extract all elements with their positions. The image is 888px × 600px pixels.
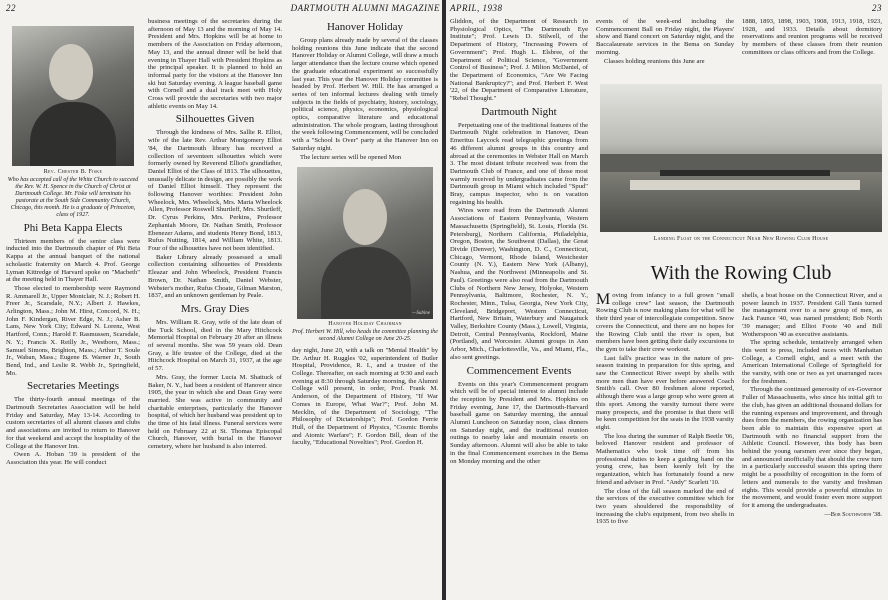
phi-beta-paragraph: Those elected to membership were Raymond R. Ammarell Jr., Upper Montclair, N. J.; Robert H. Freer Jr., Scarsdale, N.Y.; Albert J. Hawkes, Arlington, Mass.; John M. Hirst, Concord, N. H.; John F. Kindergan, River Edge, N. J.; Asher B. Lans, New York City; Edward N. Lorenz, West Hartford, Conn.; Harold F. Rasmussen, Scarsdale, N. Y.; Francis X. Reilly Jr., Westboro, Mass.; Samuel Simons, Brighton, Mass.; Arthur T. Soule Jr., Waban, Mass.; Eugene B. Warner Jr., South Bend, Ind., and Leslie R. Webb Jr., Springfield, Mo.: [6, 284, 140, 377]
secretaries-heading: Secretaries Meetings: [27, 380, 119, 393]
portrait-caption: Who has accepted call of the White Church to succeed the Rev. W. H. Spence in the Church of Christ at Dartmouth College. Mr. Fiske will terminate his pastorate at the South Side Community Church, Chicago, this month. He is a graduate of Princeton, class of 1927.: [7, 176, 139, 218]
photo-credit: —Sabine: [411, 310, 430, 316]
holiday-lectures-continued: Gliddon, of the Department of Research in Physiological Optics, "The Dartmouth Eye Institute"; Prof. Lewis D. Stilwell, of the Department of History, "Increasing Powers of Government"; Prof. Hugh L. Elsbree, of the Department of Political Science, "Government Control of Business"; Prof. J. Milton McDaniel, of the Department of Economics, "Are We Facing National Bankruptcy?"; and Prof. Herbert F. West '22, of the Department of Comparative Literature, "Rebel Thought.": [450, 18, 588, 103]
rowing-paragraph-1-text: oving from infancy to a full grown "small college crew" last season, the Dartmouth Rowing Club is now making plans for what will be their third year of intercollegiate competition. Snow covers the Connecticut, and there are no hopes for the Rowing Club until the river is open, but members have been getting their daily excursions to the gym to take their crew workout.: [596, 292, 734, 353]
phi-beta-heading: Phi Beta Kappa Elects: [23, 221, 123, 234]
night-paragraph: Wires were read from the Dartmouth Alumni Associations of Eastern Pennsylvania, Western Massachusetts (Springfield), St. Louis, Florida (St. Petersburg), Northern California, Philadelphia, Oregon, Boston, the Southwest (Dallas), the Great Divide (Denver), Washington, D. C., Connecticut, Chicago, Vermont, Rhode Island, Westchester County (N. Y.), Eastern New York (Albany), Nashua, and the Northwest (Minneapolis and St. Paul). Greetings were also read from the Dartmouth Clubs of Northern New Jersey, Holyoke, Western Pennsylvania, Baltimore, Rochester, N. Y., Rochester, Minn., Tulsa, Georgia, New York City, Cleveland, Bridgeport, Western Connecticut, Hartford, New Britain, Waterbury and Naugatuck Valley, Berkshire County (Mass.), Lowell, Virginia, Detroit, Central Pennsylvania, Rockford, Maine (Portland), and Worcester. Alumni groups in Ann Arbor, Mich., Charlottesville, Va., and Miami, Fla., also sent greetings.: [450, 207, 588, 361]
left-column-1: [6, 18, 140, 598]
portrait-shoulders-shape: [30, 102, 116, 166]
rowing-column-a: [596, 292, 734, 598]
rowing-column-b: [742, 292, 882, 598]
silhouettes-paragraph: Through the kindness of Mrs. Sallie R. Elliot, wife of the late Rev. Arthur Montgomery Elliot '84, the Dartmouth library has received a collection of seventeen silhouettes which were formerly owned by Reverend Elliot's grandfather, Daniel Elliot of the Class of 1813. The silhouettes, unusually delicate in design, are possibly the work of Daniel Elliot himself. They represent the following Hanover worthies: President John Wheelock, Mrs. Wheelock, Mrs. Maria Wheelock Allen, Professor Roswell Shurtleff, Mrs. Shurtleff, Dr. Cyrus Perkins, Mrs. Perkins, Professor Zephaniah Moore, Dr. Nathan Smith, Professor Ebenezer Adams, and students Henry Bond, 1813, Rufus Nutting, 1814, and William White, 1813. Four of the silhouettes have not been identified.: [148, 129, 282, 252]
rowing-signature: —Bob Southworth '38.: [824, 510, 882, 518]
secretaries-continued: business meetings of the secretaries during the afternoon of May 13 and the morning of May 14. President and Mrs. Hopkins will be at home to members of the Association on Friday afternoon, May 13, and the annual dinner will be held that evening in Thayer Hall with President Hopkins as the principal speaker. It is planned to hold an informal party for the visitors at the Hanover Inn ski hut Saturday evening. A league baseball game with Cornell and a dual track meet with Holy Cross will provide the secretaries with two major athletic events on May 14.: [148, 18, 282, 110]
rowing-paragraph-1: [596, 292, 734, 354]
portrait-face-shape: [49, 44, 93, 100]
portrait-photo: [12, 26, 134, 166]
right-column-3-top: [742, 18, 882, 82]
rowing-paragraph: Last fall's practice was in the nature of pre-season training in preparation for this spring, and saw the Connecticut River swept by shells with more men than have ever before answered Coach Smith's call. Over 80 freshmen alone reported, although there was a large group who were green at this sport. Among the varsity turnout there were many prospects, and the promise is that there will be keen competition for the seats in the 1938 varsity eight.: [596, 354, 734, 431]
commencement-heading: Commencement Events: [466, 364, 572, 377]
gray-heading: Mrs. Gray Dies: [180, 302, 250, 315]
right-column-1: [450, 18, 588, 598]
landing-float-photo: [600, 84, 882, 232]
holiday-paragraph: The lecture series will be opened Mon: [300, 153, 402, 161]
silhouettes-paragraph: Baker Library already possessed a small collection containing silhouettes of Presidents Eleazar and John Wheelock, President Francis Brown, Dr. Nathan Smith, Daniel Webster, Webster's mother, Rufus Choate, Gilman Marston, 1837, and an unknown gentleman by Peale.: [148, 253, 282, 300]
rowing-dropcap: M: [596, 292, 611, 308]
rowing-heading: With the Rowing Club: [650, 262, 832, 284]
hill-shoulders-shape: [321, 247, 411, 319]
page-number-left: 22: [6, 3, 16, 13]
hill-name: Hanover Holiday Chairman: [328, 321, 402, 328]
gray-paragraph: Mrs. Gray, the former Lucia M. Shattuck of Baker, N. Y., had been a resident of Hanover since 1905, the year in which she and Dean Gray were married. She was active in community and charitable enterprises, particularly the Hanover hospital, of which her husband was president up to the time of his fatal illness. Funeral services were held on February 22 at St. Thomas Episcopal Church, Hanover, with burial in the Hanover cemetery, where her husband is also interred.: [148, 373, 282, 451]
silhouettes-heading: Silhouettes Given: [175, 113, 255, 126]
page-number-right: 23: [872, 3, 882, 13]
rowing-paragraph: The spring schedule, tentatively arranged when this went to press, included races with Manhattan College, a Cornell eight, and a meet with the American International College of Springfield for the varsity, with one or two as yet unarranged races for the freshmen.: [742, 339, 882, 385]
rowing-continued: shells, a boat house on the Connecticut River, and a power launch in 1937. President Gill Tanis turned the management over to a new group of men, as Jack Faunce '40, was named president; Bob North '39 manager; and Elliot Foote '40 and Bill Wotherspoon '40 as executive assistants.: [742, 292, 882, 338]
left-column-3: [292, 18, 438, 598]
hill-face-shape: [343, 189, 387, 245]
float-platform-shape: [630, 180, 860, 190]
holiday-paragraph: Group plans already made by several of the classes holding reunions this June indicate that the second Hanover Holiday or Alumni College, will draw a much larger attendance than the lecture course which opened the graduate educational experiment so successfully last year. This year the Hanover Holiday committee is headed by Prof. Herbert W. Hill. He has arranged a series of ten informal lectures dealing with timely subjects in the fields of psychiatry, history, sociology, political science, physics, economics, physiological optics, comparative literature and educational administration. The whole program, lasting throughout the week following Commencement, will be concluded with a "School Is Over" party at the Hanover Inn on Saturday night.: [292, 37, 438, 152]
commencement-paragraph: Events on this year's Commencement program which will be of special interest to alumni include the reception by President and Mrs. Hopkins on Friday evening, June 17, the Dartmouth-Harvard baseball game on Saturday morning, the annual Alumni Luncheon on Saturday noon, class dinners on Saturday night, and the traditional reunion outings to nearby lake and mountain resorts on Sunday afternoon. Alumni will also be able to take in the final Commencement exercises in the Bema on Monday morning and the other: [450, 380, 588, 465]
holiday-heading: Hanover Holiday: [326, 21, 404, 33]
rowing-paragraph: The loss during the summer of Ralph Beetle '06, beloved Hanover resident and professor of Mathematics who took time off from his professional duties to keep a guiding hand on the young crew, has been keenly felt by the organization, which has fortunately found a new friend and adviser in Prof. "Andy" Scarlett '10.: [596, 432, 734, 486]
shell-boat-shape: [660, 170, 830, 176]
commencement-continued: events of the week-end including the Commencement Ball on Friday night, the Players' show and Band concert on Saturday night, and the Baccalaureate services in the Bema on Sunday morning.: [596, 18, 734, 56]
float-caption: Landing Float on the Connecticut Near New Rowing Club House: [653, 236, 829, 242]
running-head-left: DARTMOUTH ALUMNI MAGAZINE: [290, 3, 440, 13]
reunion-classes-lead: Classes holding reunions this June are: [604, 57, 705, 65]
night-paragraph: Perpetuating one of the traditional features of the Dartmouth Night celebration in Hanover, Dean Emeritus Laycock read telegraphic greetings from 46 different alumni groups in this country and abroad at the ceremonies in Webster Hall on March 3. The most distant tribute received was from the Dartmouth Club of France, and one of those most warmly received by undergraduates came from the Dartmouth group in Miami which included "Spud" Bray, campus inspector, who is on vacation regaining his health.: [450, 121, 588, 206]
right-page: [446, 0, 888, 600]
holiday-continued: day night, June 20, with a talk on "Mental Health" by Dr. Arthur H. Ruggles '02, superintendent of Butler Hospital, Providence, R. I., and a trustee of the College. Thereafter, on each morning at 9:30 and each evening at 8:30 through Saturday morning, the Alumni College will present, in order, Prof. Frank M. Anderson, of the Department of History, "If War Comes in Europe, What War?"; Prof. John M. Mecklin, of the Department of Sociology, "The Philosophy of Dictatorships"; Prof. Gordon Ferrie Hull, of the Department of Physics, "Cosmic Bombs and Atomic Warfare"; F. Gordon Bill, dean of the faculty, "Educational Novelties"; Prof. Gordon H.: [292, 346, 438, 447]
secretaries-paragraph: Owen A. Hoban '39 is president of the Association this year. He will conduct: [6, 451, 140, 466]
hill-caption: Prof. Herbert W. Hill, who heads the committee planning the second Alumni College on June 20-25.: [292, 328, 438, 342]
portrait-name: Rev. Chester B. Fiske: [43, 169, 103, 175]
rowing-paragraph: The close of the fall season marked the end of the services of the executive committee which for two years shouldered the responsibility of increasing the club's equipment, from two shells in 1935 to five: [596, 487, 734, 526]
rowing-paragraph: Through the continued generosity of ex-Governor Fuller of Massachusetts, who since his initial gift to the club, has given an additional thousand dollars for the running expenses and improvement, and through dues from the members, the rowing organization has been able to maintain this expensive sport at Dartmouth with no financial support from the Athletic Council. However, this body has been behind the young oarsmen ever since they began, and announced unofficially that should the crew turn in a particularly successful season this spring there might be a possibility of recognition in the form of letters and numerals to the varsity and freshman eights. This would provide a powerful stimulus to the movement, and would foster even more support for it among the undergraduates.: [742, 386, 882, 509]
hill-photo: [297, 167, 433, 319]
gray-paragraph: Mrs. William R. Gray, wife of the late dean of the Tuck School, died in the Mary Hitchcock Memorial Hospital on February 20 after an illness of several months. She was 59 years old. Dean Gray, a life trustee of the College, died at the Hitchcock Hospital on March 31, 1937, at the age of 57.: [148, 318, 282, 373]
reunion-classes-list: 1888, 1893, 1898, 1903, 1908, 1913, 1918, 1923, 1928, and 1933. Details about dormitory reservations and reunion programs will be received by members of these classes from their reunion committees or class officers and from the College.: [742, 18, 882, 56]
running-head-right: APRIL, 1938: [450, 3, 503, 13]
left-column-2: [148, 18, 282, 598]
night-heading: Dartmouth Night: [481, 105, 557, 118]
secretaries-paragraph: The thirty-fourth annual meetings of the Dartmouth Secretaries Association will be held Friday and Saturday, May 13-14. According to custom secretaries of all alumni classes and clubs and associations are invited to return to Hanover for that weekend and accept the hospitality of the College at the Hanover Inn.: [6, 396, 140, 450]
phi-beta-paragraph: Thirteen members of the senior class were inducted into the Dartmouth chapter of Phi Beta Kappa at the annual banquet of the national scholastic fraternity on March 4. Prof. George Lyman Kittredge of Harvard spoke on "Macbeth" at the meeting held in Thayer Hall.: [6, 237, 140, 284]
left-page: [0, 0, 442, 600]
